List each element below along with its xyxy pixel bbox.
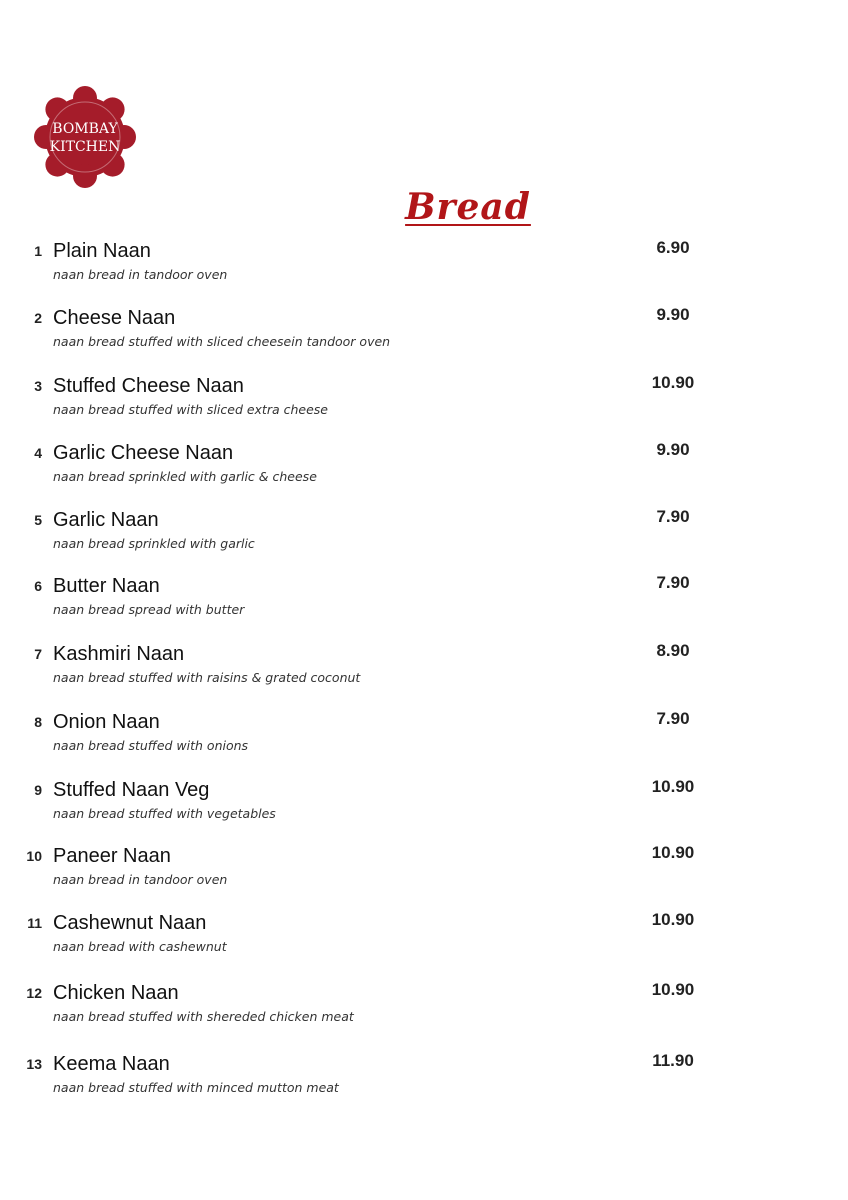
menu-item-number: 8 xyxy=(34,714,42,730)
menu-item xyxy=(0,375,848,435)
menu-item-name: Garlic Cheese Naan xyxy=(53,442,234,464)
menu-item-description: naan bread stuffed with sliced cheesein tandoor oven xyxy=(53,334,391,349)
menu-item-number: 5 xyxy=(34,512,42,528)
menu-item-description: naan bread stuffed with minced mutton meat xyxy=(53,1080,339,1095)
menu-item-description: naan bread in tandoor oven xyxy=(53,267,228,282)
menu-item-description: naan bread spread with butter xyxy=(53,602,245,617)
menu-item-number: 7 xyxy=(34,646,42,662)
menu-item-price: 9.90 xyxy=(656,440,690,459)
menu-item-name: Onion Naan xyxy=(53,711,160,733)
menu-item-name: Cheese Naan xyxy=(53,307,176,329)
menu-item-name: Keema Naan xyxy=(53,1053,170,1075)
menu-item-price: 10.90 xyxy=(651,910,695,929)
menu-item xyxy=(0,711,848,771)
restaurant-logo xyxy=(32,84,138,190)
menu-item-price: 10.90 xyxy=(651,843,695,862)
menu-item-number: 6 xyxy=(34,578,42,594)
menu-item-number: 1 xyxy=(34,243,42,259)
menu-item-name: Kashmiri Naan xyxy=(53,643,185,665)
menu-item-price: 10.90 xyxy=(651,373,695,392)
menu-item-description: naan bread sprinkled with garlic xyxy=(53,536,255,551)
menu-item-price: 11.90 xyxy=(652,1051,694,1070)
menu-item-name: Chicken Naan xyxy=(53,982,179,1004)
menu-item-number: 2 xyxy=(34,310,42,326)
menu-item-number: 11 xyxy=(27,915,42,931)
menu-item-number: 3 xyxy=(34,378,42,394)
section-title xyxy=(0,186,800,228)
menu-item-name: Plain Naan xyxy=(53,240,151,262)
menu-item-name: Cashewnut Naan xyxy=(53,912,207,934)
menu-item-price: 8.90 xyxy=(656,641,690,660)
menu-item-description: naan bread stuffed with vegetables xyxy=(53,806,276,821)
menu-item-price: 7.90 xyxy=(656,507,690,526)
section-title-text: Bread xyxy=(405,186,531,228)
menu-item-description: naan bread stuffed with shereded chicken meat xyxy=(53,1009,354,1024)
menu-item xyxy=(0,1053,848,1113)
menu-item-description: naan bread sprinkled with garlic & cheese xyxy=(53,469,317,484)
logo-text-line2: KITCHEN xyxy=(49,139,121,155)
menu-item xyxy=(0,779,848,839)
menu-item xyxy=(0,643,848,703)
menu-item xyxy=(0,307,848,367)
menu-item xyxy=(0,240,848,300)
menu-item xyxy=(0,845,848,905)
menu-item-description: naan bread with cashewnut xyxy=(53,939,227,954)
menu-item-name: Stuffed Cheese Naan xyxy=(53,375,244,397)
menu-item xyxy=(0,982,848,1042)
menu-item-description: naan bread in tandoor oven xyxy=(53,872,228,887)
logo-emblem xyxy=(32,84,138,190)
menu-item-price: 6.90 xyxy=(656,238,690,257)
menu-item-number: 10 xyxy=(26,848,42,864)
menu-item-price: 10.90 xyxy=(651,777,695,796)
menu-item-description: naan bread stuffed with sliced extra cheese xyxy=(53,402,328,417)
menu-item-price: 10.90 xyxy=(651,980,695,999)
menu-item-name: Garlic Naan xyxy=(53,509,159,531)
menu-item-name: Stuffed Naan Veg xyxy=(53,779,210,801)
menu-item-description: naan bread stuffed with onions xyxy=(53,738,249,753)
menu-item-number: 9 xyxy=(34,782,42,798)
menu-item xyxy=(0,912,848,972)
menu-item xyxy=(0,509,848,569)
menu-item xyxy=(0,575,848,635)
menu-item-price: 7.90 xyxy=(656,709,690,728)
menu-item-name: Butter Naan xyxy=(53,575,160,597)
logo-text-line1: BOMBAY xyxy=(52,121,118,137)
menu-item-price: 7.90 xyxy=(656,573,690,592)
menu-item-number: 13 xyxy=(26,1056,42,1072)
menu-item-price: 9.90 xyxy=(656,305,690,324)
menu-item-number: 12 xyxy=(26,985,42,1001)
menu-item xyxy=(0,442,848,502)
menu-item-description: naan bread stuffed with raisins & grated coconut xyxy=(53,670,361,685)
menu-item-name: Paneer Naan xyxy=(53,845,171,867)
menu-item-number: 4 xyxy=(34,445,42,461)
